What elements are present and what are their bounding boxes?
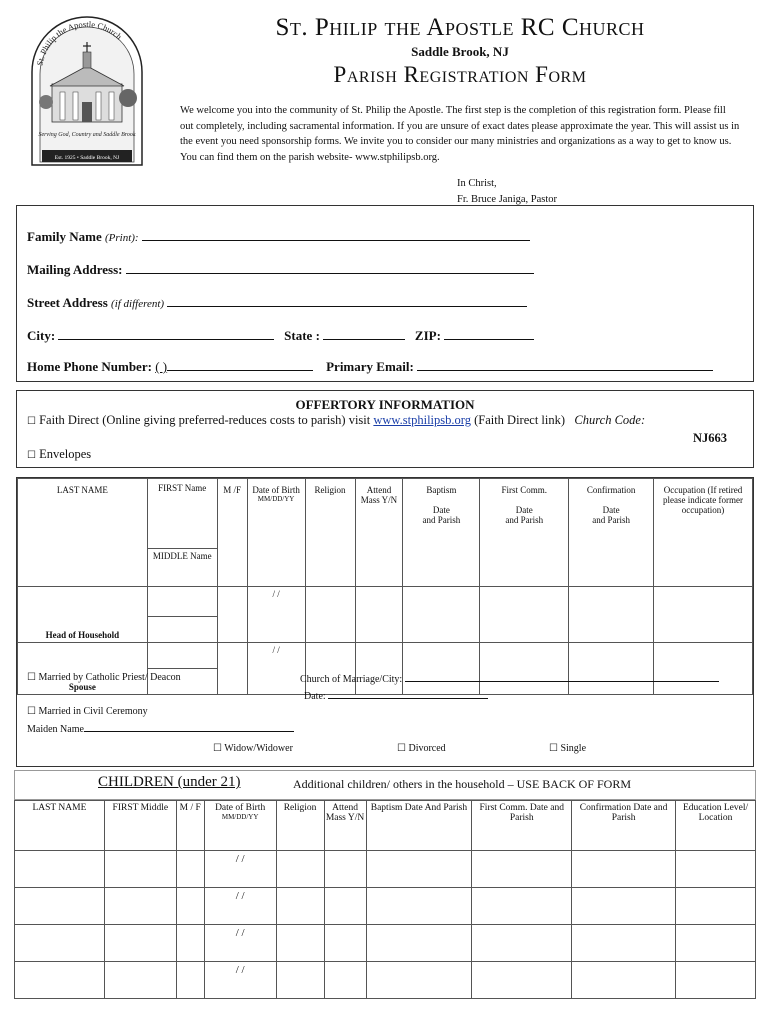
faith-direct-label: Faith Direct (Online giving preferred-reduces costs to parish) visit — [39, 413, 371, 427]
head-baptism-cell[interactable] — [403, 587, 480, 643]
children-heading: CHILDREN (under 21) — [98, 774, 241, 790]
divorced-row — [397, 743, 446, 754]
child-dob-cell[interactable]: / / — [204, 851, 276, 888]
col-religion: Religion — [305, 479, 355, 587]
mailing-row — [27, 261, 534, 278]
table-row — [18, 643, 753, 669]
child-cell[interactable] — [15, 925, 105, 962]
head-first-name-cell[interactable] — [147, 587, 217, 617]
child-cell[interactable] — [176, 962, 204, 999]
church-title: St. Philip the Apostle RC Church — [275, 14, 645, 41]
table-row — [18, 587, 753, 617]
child-dob-cell[interactable]: / / — [204, 962, 276, 999]
head-occupation-cell[interactable] — [654, 587, 753, 643]
envelopes-row — [27, 447, 91, 462]
col-baptism-parish: and Parish — [422, 515, 461, 525]
email-field[interactable] — [417, 358, 713, 371]
child-cell[interactable] — [676, 851, 756, 888]
spouse-label: Spouse — [18, 643, 148, 695]
spouse-mass-cell[interactable] — [355, 643, 403, 695]
col-dob-label: Date of Birth — [252, 485, 300, 495]
child-col-dob — [204, 801, 276, 851]
child-cell[interactable] — [572, 851, 676, 888]
child-cell[interactable] — [324, 962, 366, 999]
child-col-last-name: LAST NAME — [15, 801, 105, 851]
single-checkbox[interactable]: ☐ — [549, 743, 558, 754]
single-row — [549, 743, 586, 754]
child-col-dob-format: MM/DD/YY — [221, 813, 259, 821]
child-cell[interactable] — [472, 888, 572, 925]
faith-direct-checkbox[interactable]: ☐ — [27, 416, 36, 427]
widow-label: Widow/Widower — [224, 743, 293, 754]
col-middle-name: MIDDLE Name — [147, 549, 217, 587]
logo-ring-text: St. Philip the Apostle Church — [34, 18, 124, 67]
child-col-first-name: FIRST Middle — [104, 801, 176, 851]
table-row — [15, 888, 756, 925]
child-cell[interactable] — [176, 925, 204, 962]
col-communion-date: Date — [515, 505, 533, 515]
widow-row — [213, 743, 293, 754]
col-communion-label: First Comm. — [501, 485, 547, 495]
married-civil-checkbox[interactable]: ☐ — [27, 706, 36, 717]
col-baptism-label: Baptism — [426, 485, 457, 495]
child-col-dob-label: Date of Birth — [215, 803, 266, 813]
spouse-confirmation-cell[interactable] — [569, 643, 654, 695]
children-table — [14, 800, 756, 999]
child-col-education: Education Level/ Location — [676, 801, 756, 851]
married-priest-row — [27, 672, 181, 683]
parish-logo — [28, 12, 146, 167]
church-marriage-label: Church of Marriage/City: — [300, 674, 403, 685]
married-civil-row — [27, 706, 148, 717]
child-cell[interactable] — [276, 888, 324, 925]
city-field[interactable] — [58, 327, 274, 340]
child-cell[interactable] — [676, 925, 756, 962]
family-name-label: Family Name — [27, 229, 102, 244]
child-cell[interactable] — [276, 851, 324, 888]
children-header-row — [15, 801, 756, 851]
adults-table — [17, 478, 753, 695]
col-dob — [247, 479, 305, 587]
child-cell[interactable] — [104, 888, 176, 925]
col-first-communion — [480, 479, 569, 587]
marriage-date-label: Date: — [304, 691, 326, 702]
email-label: Primary Email: — [326, 359, 414, 374]
street-address-field[interactable] — [167, 294, 527, 307]
spouse-first-name-cell[interactable] — [147, 643, 217, 669]
spouse-baptism-cell[interactable] — [403, 643, 480, 695]
child-cell[interactable] — [15, 888, 105, 925]
single-label: Single — [560, 743, 587, 754]
child-cell[interactable] — [366, 962, 472, 999]
head-mass-cell[interactable] — [355, 587, 403, 643]
divorced-label: Divorced — [408, 743, 446, 754]
child-cell[interactable] — [366, 888, 472, 925]
col-mf: M /F — [217, 479, 247, 587]
maiden-name-field[interactable] — [84, 722, 294, 732]
col-confirmation-parish: and Parish — [592, 515, 630, 525]
col-baptism-date: Date — [432, 505, 450, 515]
phone-field[interactable] — [167, 358, 313, 371]
table-row — [15, 925, 756, 962]
head-confirmation-cell[interactable] — [569, 587, 654, 643]
child-cell[interactable] — [366, 925, 472, 962]
signoff — [457, 176, 557, 207]
spouse-dob-cell[interactable]: / / — [247, 643, 305, 695]
child-cell[interactable] — [15, 851, 105, 888]
child-cell[interactable] — [572, 962, 676, 999]
city-row — [27, 327, 534, 344]
divorced-checkbox[interactable]: ☐ — [397, 743, 406, 754]
head-mf-cell[interactable] — [217, 587, 247, 643]
col-baptism — [403, 479, 480, 587]
child-cell[interactable] — [324, 888, 366, 925]
child-cell[interactable] — [676, 962, 756, 999]
phone-row — [27, 358, 713, 375]
head-religion-cell[interactable] — [305, 587, 355, 643]
pastor-signature: Fr. Bruce Janiga, Pastor — [457, 193, 558, 205]
church-marriage-field[interactable] — [405, 672, 719, 682]
col-dob-format: MM/DD/YY — [257, 495, 295, 503]
col-communion-parish: and Parish — [505, 515, 544, 525]
child-cell[interactable] — [572, 925, 676, 962]
child-cell[interactable] — [572, 888, 676, 925]
head-of-household-label: Head of Household — [18, 587, 148, 643]
family-name-row — [27, 228, 530, 245]
spouse-mf-cell[interactable] — [217, 643, 247, 695]
col-confirmation-label: Confirmation — [586, 485, 636, 495]
table-row — [15, 962, 756, 999]
spouse-religion-cell[interactable] — [305, 643, 355, 695]
child-cell[interactable] — [104, 925, 176, 962]
children-note: Additional children/ others in the household – USE BACK OF FORM — [293, 777, 631, 791]
spouse-communion-cell[interactable] — [480, 643, 569, 695]
child-cell[interactable] — [176, 851, 204, 888]
child-col-mf: M / F — [176, 801, 204, 851]
widow-checkbox[interactable]: ☐ — [213, 743, 222, 754]
phone-area-code[interactable]: ( ) — [155, 359, 168, 374]
logo-est: Est. 1925 • Saddle Brook, NJ — [54, 155, 120, 161]
faith-direct-row — [27, 413, 645, 428]
child-col-confirmation: Confirmation Date and Parish — [572, 801, 676, 851]
envelopes-checkbox[interactable]: ☐ — [27, 450, 36, 461]
mailing-address-field[interactable] — [126, 261, 534, 274]
child-cell[interactable] — [676, 888, 756, 925]
child-col-communion: First Comm. Date and Parish — [472, 801, 572, 851]
child-cell[interactable] — [472, 925, 572, 962]
child-cell[interactable] — [15, 962, 105, 999]
child-cell[interactable] — [276, 925, 324, 962]
envelopes-label: Envelopes — [39, 447, 92, 461]
table-row — [15, 851, 756, 888]
col-confirmation-date: Date — [602, 505, 620, 515]
child-col-baptism: Baptism Date And Parish — [366, 801, 472, 851]
intro-paragraph: We welcome you into the community of St. Philip the Apostle. The first step is the completion of this registration form. Please fill out completely, including sacramental information. If you are unsure of exact dates please approximate the year. This will assist us in the event you need sponsorship forms. We invite you to consider our many ministries and organizations as a way to get to know us. You can find them on the parish website- www.stphilipsb.org. — [180, 105, 740, 163]
married-priest-label: Married by Catholic Priest/ Deacon — [38, 672, 181, 683]
street-hint: (if different) — [111, 298, 165, 310]
child-col-attend-mass: Attend Mass Y/N — [324, 801, 366, 851]
col-last-name: LAST NAME — [18, 479, 148, 587]
col-occupation: Occupation (If retired please indicate former occupation) — [654, 479, 753, 587]
closing: In Christ, — [457, 178, 497, 189]
col-attend-mass: Attend Mass Y/N — [355, 479, 403, 587]
child-cell[interactable] — [324, 851, 366, 888]
married-civil-label: Married in Civil Ceremony — [38, 706, 148, 717]
state-label: State : — [284, 328, 320, 343]
col-confirmation — [569, 479, 654, 587]
child-cell[interactable] — [276, 962, 324, 999]
spouse-occupation-cell[interactable] — [654, 643, 753, 695]
mailing-label: Mailing Address: — [27, 262, 123, 277]
church-code-label: Church Code: — [574, 413, 646, 427]
child-cell[interactable] — [104, 851, 176, 888]
child-cell[interactable] — [176, 888, 204, 925]
faith-direct-link-note: (Faith Direct link) — [474, 413, 566, 427]
married-priest-checkbox[interactable]: ☐ — [27, 672, 36, 683]
maiden-name-label: Maiden Name — [27, 724, 84, 735]
family-info-section — [16, 205, 754, 382]
logo-motto: Serving God, Country and Saddle Brook — [38, 132, 136, 138]
head-communion-cell[interactable] — [480, 587, 569, 643]
child-cell[interactable] — [472, 962, 572, 999]
state-field[interactable] — [323, 327, 405, 340]
adults-header-row — [18, 479, 753, 549]
child-cell[interactable] — [104, 962, 176, 999]
child-dob-cell[interactable]: / / — [204, 888, 276, 925]
maiden-name-row — [27, 722, 294, 735]
street-label: Street Address — [27, 295, 108, 310]
head-dob-cell[interactable]: / / — [247, 587, 305, 643]
child-dob-cell[interactable]: / / — [204, 925, 276, 962]
adults-section — [16, 477, 754, 767]
child-cell[interactable] — [324, 925, 366, 962]
street-row — [27, 294, 527, 311]
zip-field[interactable] — [444, 327, 534, 340]
form-title: Parish Registration Form — [333, 62, 587, 87]
zip-label: ZIP: — [414, 328, 441, 343]
church-location: Saddle Brook, NJ — [411, 44, 509, 59]
city-label: City: — [27, 328, 56, 343]
head-middle-name-cell[interactable] — [147, 617, 217, 643]
offertory-heading: OFFERTORY INFORMATION — [295, 397, 475, 412]
parish-website-link[interactable]: www.stphilipsb.org — [373, 413, 471, 427]
marriage-date-row — [304, 689, 488, 702]
family-name-field[interactable] — [142, 228, 530, 241]
col-first-name: FIRST Name — [147, 479, 217, 549]
marriage-date-field[interactable] — [328, 689, 488, 699]
child-cell[interactable] — [472, 851, 572, 888]
child-col-religion: Religion — [276, 801, 324, 851]
phone-label: Home Phone Number: — [27, 359, 152, 374]
church-code: NJ663 — [692, 431, 727, 445]
church-marriage-row — [300, 672, 719, 685]
offertory-section — [16, 390, 754, 468]
family-name-hint: (Print): — [104, 232, 139, 244]
child-cell[interactable] — [366, 851, 472, 888]
